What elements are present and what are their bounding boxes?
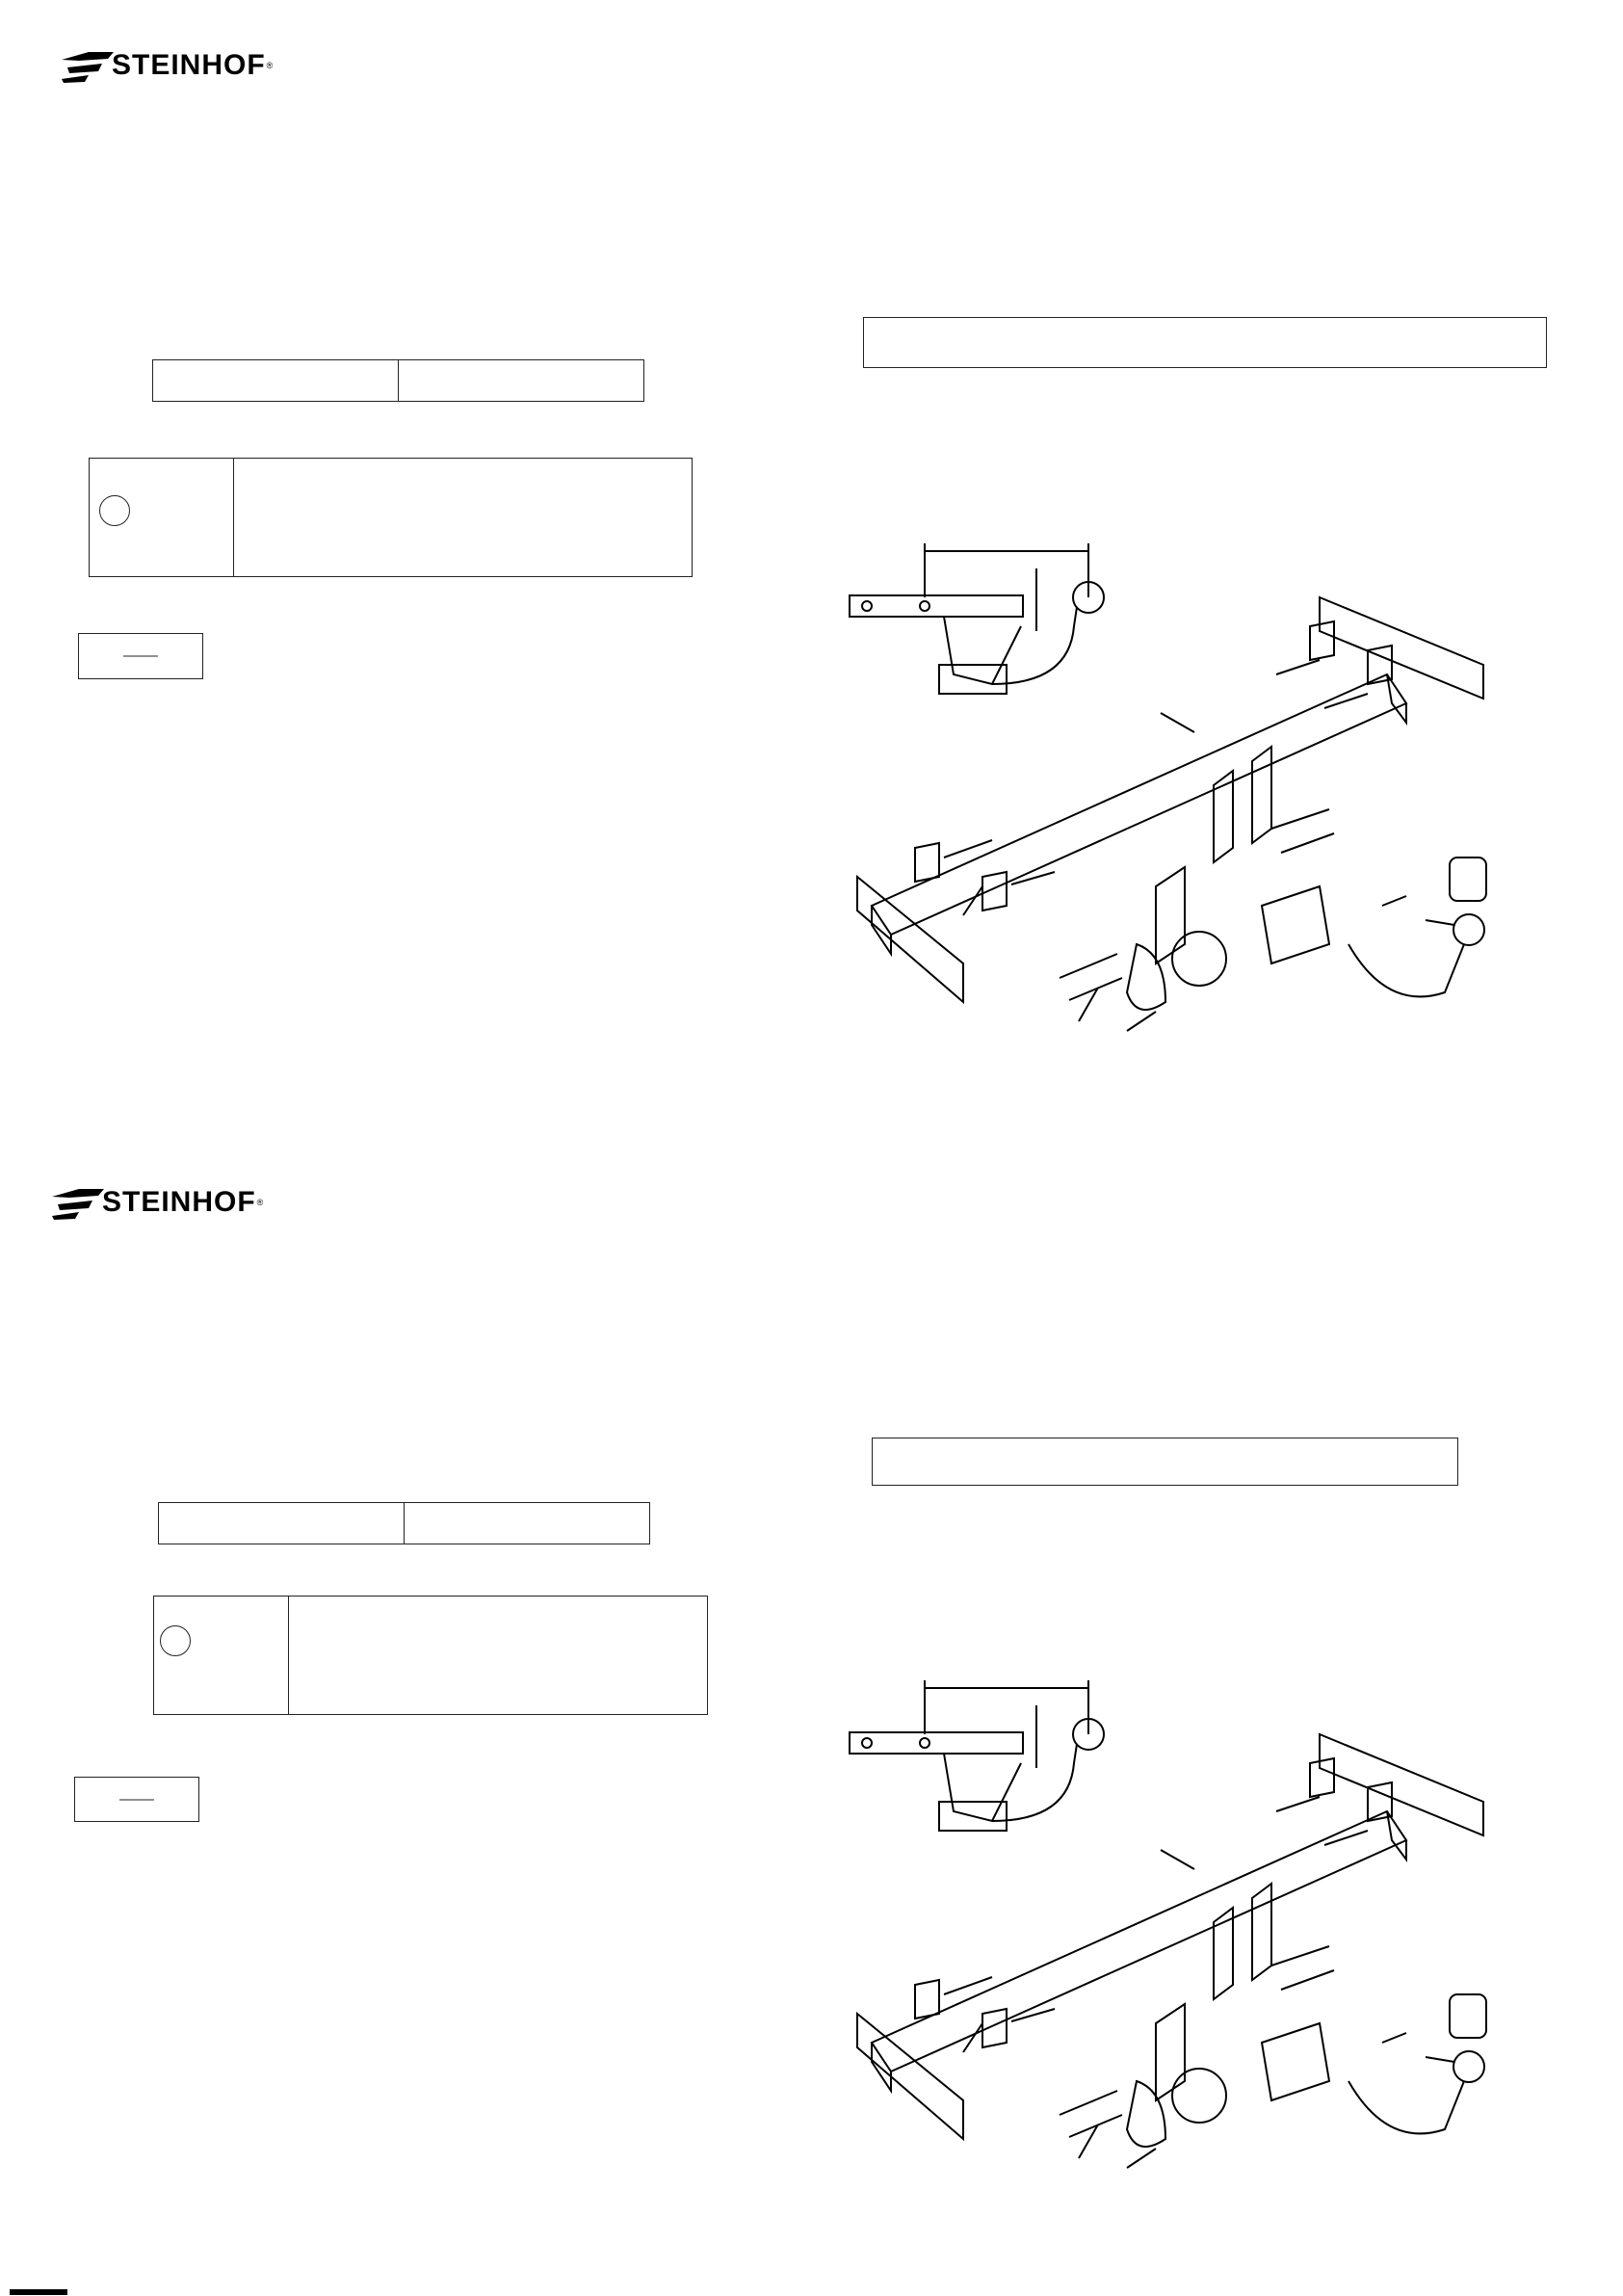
steinhof-wing-logo-icon (50, 1183, 106, 1222)
page-section-top (0, 0, 1623, 1147)
data-box (89, 458, 693, 577)
data-box-content-cell (289, 1597, 707, 1714)
reg-mark: ® (266, 61, 274, 70)
vehicle-info-table (152, 359, 644, 402)
circle-marker-icon (99, 495, 130, 526)
data-box-symbol-cell (154, 1597, 289, 1714)
brand-name: STEINHOF (112, 49, 266, 81)
title-box (863, 317, 1547, 368)
brand-name: STEINHOF (102, 1186, 256, 1218)
label-box (74, 1777, 199, 1822)
table-cell-left (159, 1503, 404, 1544)
circle-marker-icon (160, 1625, 191, 1656)
table-cell-right (404, 1503, 649, 1544)
table-cell-left (153, 360, 398, 401)
dash-line (123, 656, 158, 657)
tow-bar-exploded-diagram-icon (848, 1676, 1522, 2197)
dash-line (119, 1799, 154, 1800)
footer-mark (10, 2289, 154, 2295)
steinhof-logo (60, 46, 273, 85)
steinhof-wing-logo-icon (60, 46, 116, 85)
vehicle-info-table (158, 1502, 650, 1544)
title-box (872, 1438, 1458, 1486)
page-section-bottom (0, 1148, 1623, 2295)
data-box-symbol-cell (90, 459, 234, 576)
data-box (153, 1596, 708, 1715)
tow-bar-exploded-diagram-icon (848, 540, 1522, 1060)
steinhof-logo (50, 1183, 263, 1222)
reg-mark: ® (256, 1198, 264, 1207)
data-box-content-cell (234, 459, 692, 576)
label-box (78, 633, 203, 679)
table-cell-right (398, 360, 643, 401)
